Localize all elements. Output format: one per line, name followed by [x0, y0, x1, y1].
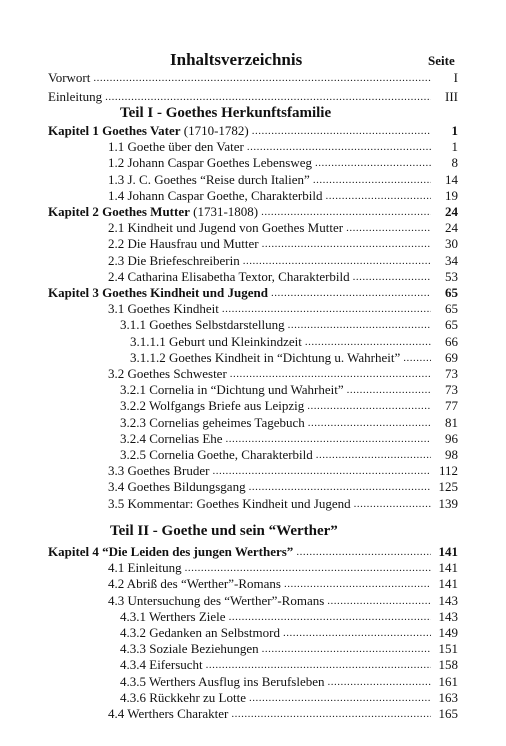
- toc-entry: [108, 366, 458, 382]
- toc-chapter-entry: [48, 285, 458, 301]
- dot-leader: [262, 236, 431, 252]
- toc-entry-page: 65: [445, 285, 458, 300]
- toc-entry-page: 34: [445, 252, 458, 268]
- toc-entry-page: 161: [438, 673, 458, 689]
- toc-entry-page: 151: [438, 641, 458, 657]
- dot-leader: [226, 431, 431, 447]
- dot-leader: [353, 269, 431, 285]
- toc-entry-label: [48, 285, 268, 301]
- toc-entry: [108, 155, 458, 171]
- dot-leader: [313, 172, 431, 188]
- toc-entry-page: 24: [445, 204, 458, 219]
- toc-entry-label: 4.3.6 Rückkehr zu Lotte: [120, 689, 246, 705]
- dot-leader: [249, 690, 431, 706]
- toc-entry-page: 158: [438, 657, 458, 673]
- toc-entry: [108, 706, 458, 722]
- dot-leader: [271, 285, 431, 301]
- toc-entry-label: 4.1 Einleitung: [108, 560, 182, 576]
- dot-leader: [315, 155, 431, 171]
- toc-entry-page: 66: [445, 333, 458, 349]
- chapter-title: Kapitel 2 Goethes Mutter: [48, 204, 190, 219]
- toc-entry-page: 125: [438, 479, 458, 495]
- toc-entry-page: 141: [438, 560, 458, 576]
- toc-entry: [120, 447, 458, 463]
- toc-entry-page: 65: [445, 317, 458, 333]
- toc-entry: [108, 576, 458, 592]
- dot-leader: [212, 463, 431, 479]
- toc-entry-page: III: [445, 89, 458, 104]
- toc-entry: [130, 350, 458, 366]
- dot-leader: [247, 139, 431, 155]
- dot-leader: [308, 415, 431, 431]
- part-heading: Teil I - Goethes Herkunftsfamilie: [120, 105, 332, 121]
- dot-leader: [206, 657, 431, 673]
- toc-chapter-entry: [48, 544, 458, 560]
- dot-leader: [231, 706, 431, 722]
- toc-entry-label: [48, 204, 258, 220]
- dot-leader: [354, 496, 431, 512]
- toc-entry-page: 163: [438, 689, 458, 705]
- chapter-years: (1710-1782): [180, 123, 249, 138]
- toc-entry-label: 3.2.1 Cornelia in “Dichtung und Wahrheit”: [120, 382, 344, 398]
- chapter-years: (1731-1808): [189, 204, 259, 219]
- toc-entry: [120, 431, 458, 447]
- toc-entry: [108, 593, 458, 609]
- dot-leader: [328, 674, 431, 690]
- dot-leader: [305, 334, 431, 350]
- toc-entry-label: 1.3 J. C. Goethes “Reise durch Italien”: [108, 171, 310, 187]
- toc-entry-label: [48, 544, 293, 560]
- dot-leader: [230, 366, 431, 382]
- toc-entry-label: 1.2 Johann Caspar Goethes Lebensweg: [108, 155, 312, 171]
- dot-leader: [316, 447, 431, 463]
- toc-entry-label: 3.3 Goethes Bruder: [108, 463, 210, 479]
- toc-entry-page: 112: [438, 463, 458, 479]
- toc-entry-label: 3.1.1.2 Goethes Kindheit in “Dichtung u. Wahrheit”: [130, 349, 401, 365]
- toc-entry-label: 2.4 Catharina Elisabetha Textor, Charakterbild: [108, 268, 350, 284]
- toc-entry: [120, 674, 458, 690]
- toc-entry-vorwort: [48, 70, 458, 86]
- toc-entry: [120, 609, 458, 625]
- dot-leader: [105, 89, 431, 105]
- toc-entry-page: 96: [445, 430, 458, 446]
- toc-entry-page: 14: [445, 171, 458, 187]
- dot-leader: [243, 253, 431, 269]
- toc-entry-page: 19: [445, 187, 458, 203]
- toc-entry-label: 4.3 Untersuchung des “Werther”-Romans: [108, 592, 325, 608]
- toc-entry-label: 3.1.1.1 Geburt und Kleinkindzeit: [130, 333, 302, 349]
- toc-entry-page: 149: [438, 625, 458, 640]
- toc-entry-label: 2.2 Die Hausfrau und Mutter: [108, 236, 259, 252]
- toc-entry-label: 4.3.4 Eifersucht: [120, 657, 203, 673]
- toc-entry: [108, 301, 458, 317]
- toc-entry-label: Vorwort: [48, 70, 91, 85]
- toc-entry-label: 4.4 Werthers Charakter: [108, 706, 229, 721]
- toc-entry: [108, 496, 458, 512]
- toc-entry-page: 73: [445, 366, 458, 381]
- page-column-label: Seite: [428, 53, 455, 68]
- toc-entry-label: 2.1 Kindheit und Jugend von Goethes Mutter: [108, 220, 344, 236]
- dot-leader: [296, 544, 431, 560]
- toc-entry-page: 69: [445, 349, 458, 365]
- toc-entry: [108, 188, 458, 204]
- chapter-title: Kapitel 4 “Die Leiden des jungen Werthers”: [48, 544, 294, 559]
- toc-entry-page: 24: [445, 220, 458, 236]
- toc-entry: [120, 382, 458, 398]
- toc-entry: [108, 560, 458, 576]
- toc-entry-label: 3.2.4 Cornelias Ehe: [120, 430, 223, 446]
- toc-entry-page: 143: [438, 592, 458, 608]
- toc-entry: [108, 269, 458, 285]
- toc-entry-label: 3.4 Goethes Bildungsgang: [108, 479, 246, 495]
- toc-entry-page: 73: [445, 382, 458, 398]
- toc-chapter-entry: [48, 204, 458, 220]
- toc-entry: [120, 657, 458, 673]
- dot-leader: [249, 479, 431, 495]
- toc-entry-label: 3.1.1 Goethes Selbstdarstellung: [120, 317, 285, 333]
- toc-entry: [108, 253, 458, 269]
- dot-leader: [403, 350, 431, 366]
- toc-entry-einleitung: [48, 89, 458, 105]
- toc-entry-page: 141: [438, 576, 458, 592]
- toc-entry-label: 3.5 Kommentar: Goethes Kindheit und Jugend: [108, 495, 351, 511]
- dot-leader: [288, 317, 431, 333]
- dot-leader: [346, 220, 431, 236]
- toc-entry: [108, 479, 458, 495]
- toc-entry-page: 98: [445, 447, 458, 462]
- toc-entry-page: I: [453, 70, 458, 85]
- toc-entry: [120, 625, 458, 641]
- dot-leader: [252, 123, 431, 139]
- toc-entry-label: 3.2.5 Cornelia Goethe, Charakterbild: [120, 447, 313, 462]
- toc-entry-label: 1.1 Goethe über den Vater: [108, 139, 244, 155]
- toc-entry-page: 81: [445, 414, 458, 430]
- toc-entry-page: 139: [438, 495, 458, 511]
- toc-entry: [108, 236, 458, 252]
- dot-leader: [347, 382, 431, 398]
- dot-leader: [222, 301, 431, 317]
- dot-leader: [185, 560, 431, 576]
- toc-entry-page: 165: [438, 706, 458, 721]
- toc-entry: [120, 641, 458, 657]
- toc-entry-label: 1.4 Johann Caspar Goethe, Charakterbild: [108, 187, 323, 203]
- toc-entry-page: 30: [445, 236, 458, 252]
- dot-leader: [325, 188, 431, 204]
- toc-entry-page: 143: [438, 608, 458, 624]
- toc-entry-page: 77: [445, 398, 458, 414]
- toc-entry: [120, 398, 458, 414]
- toc-entry: [108, 463, 458, 479]
- toc-chapter-entry: [48, 123, 458, 139]
- dot-leader: [307, 398, 431, 414]
- toc-entry: [108, 172, 458, 188]
- toc-entry-label: 4.3.5 Werthers Ausflug ins Berufsleben: [120, 673, 325, 689]
- toc-entry-label: 3.1 Goethes Kindheit: [108, 301, 219, 317]
- toc-entry-label: 4.3.2 Gedanken an Selbstmord: [120, 625, 280, 640]
- toc-entry: [120, 690, 458, 706]
- toc-entry: [120, 317, 458, 333]
- toc-entry-label: 2.3 Die Briefeschreiberin: [108, 252, 240, 268]
- toc-entry: [108, 220, 458, 236]
- dot-leader: [261, 204, 431, 220]
- toc-entry-page: 8: [451, 155, 458, 171]
- dot-leader: [284, 576, 431, 592]
- toc-entry-label: 3.2.3 Cornelias geheimes Tagebuch: [120, 414, 305, 430]
- toc-entry-page: 141: [438, 544, 458, 559]
- chapter-title: Kapitel 3 Goethes Kindheit und Jugend: [48, 285, 268, 300]
- toc-entry-page: 1: [451, 123, 458, 138]
- toc-entry-label: 3.2 Goethes Schwester: [108, 366, 227, 381]
- dot-leader: [93, 70, 431, 86]
- toc-entry: [108, 139, 458, 155]
- toc-entry-label: 4.3.1 Werthers Ziele: [120, 608, 226, 624]
- toc-entry-label: Einleitung: [48, 89, 103, 104]
- page-title: Inhaltsverzeichnis: [170, 50, 303, 69]
- toc-entry-label: 4.3.3 Soziale Beziehungen: [120, 641, 259, 657]
- toc-entry-page: 53: [445, 268, 458, 284]
- toc-entry-label: 4.2 Abriß des “Werther”-Romans: [108, 576, 281, 592]
- dot-leader: [283, 625, 431, 641]
- toc-entry: [120, 415, 458, 431]
- toc-entry-page: 1: [451, 139, 458, 155]
- chapter-title: Kapitel 1 Goethes Vater: [48, 123, 181, 138]
- toc-entry-label: [48, 123, 249, 139]
- toc-entry-label: 3.2.2 Wolfgangs Briefe aus Leipzig: [120, 398, 305, 414]
- dot-leader: [262, 641, 431, 657]
- toc-entry: [130, 334, 458, 350]
- part-heading: Teil II - Goethe und sein “Werther”: [110, 523, 338, 539]
- dot-leader: [327, 593, 431, 609]
- toc-entry-page: 65: [445, 301, 458, 317]
- dot-leader: [229, 609, 431, 625]
